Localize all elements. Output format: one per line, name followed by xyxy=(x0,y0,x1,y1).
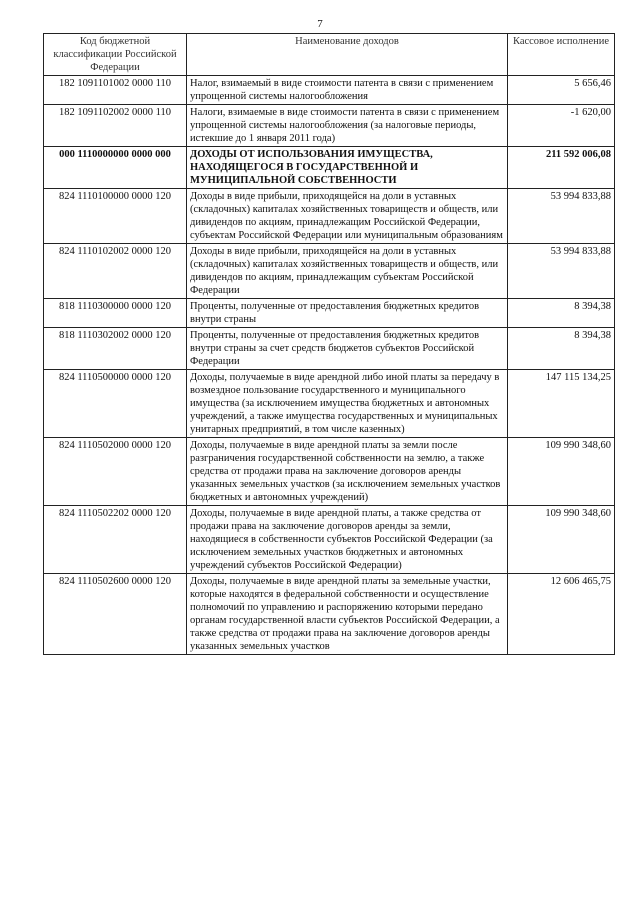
row-code: 818 1110300000 0000 120 xyxy=(44,299,187,328)
row-code: 824 1110102002 0000 120 xyxy=(44,244,187,299)
row-code: 824 1110502202 0000 120 xyxy=(44,506,187,574)
row-code: 824 1110502000 0000 120 xyxy=(44,438,187,506)
table-row xyxy=(44,189,615,244)
row-amount: 53 994 833,88 xyxy=(508,189,615,244)
row-name: ДОХОДЫ ОТ ИСПОЛЬЗОВАНИЯ ИМУЩЕСТВА, НАХОДЯЩЕГОСЯ В ГОСУДАРСТВЕННОЙ И МУНИЦИПАЛЬНОЙ СОБСТВЕННОСТИ xyxy=(187,147,508,189)
row-name: Налог, взимаемый в виде стоимости патента в связи с применением упрощенной системы налогообложения xyxy=(187,76,508,105)
row-amount: -1 620,00 xyxy=(508,105,615,147)
row-amount: 109 990 348,60 xyxy=(508,438,615,506)
table-row xyxy=(44,76,615,105)
row-amount: 5 656,46 xyxy=(508,76,615,105)
row-code: 818 1110302002 0000 120 xyxy=(44,328,187,370)
table-row xyxy=(44,244,615,299)
row-amount: 53 994 833,88 xyxy=(508,244,615,299)
header-name: Наименование доходов xyxy=(187,34,508,76)
row-code: 824 1110502600 0000 120 xyxy=(44,574,187,655)
row-amount: 109 990 348,60 xyxy=(508,506,615,574)
row-name: Проценты, полученные от предоставления бюджетных кредитов внутри страны xyxy=(187,299,508,328)
table-row xyxy=(44,574,615,655)
table-row xyxy=(44,105,615,147)
row-name: Доходы, получаемые в виде арендной платы, а также средства от продажи права на заключение договоров аренды за земли, находящиеся в собственности субъектов Российской Федерации (за исключением земельных участков бюджетных и автономных учреждений субъектов Российской Федерации) xyxy=(187,506,508,574)
table-row xyxy=(44,506,615,574)
row-code: 000 1110000000 0000 000 xyxy=(44,147,187,189)
row-name: Доходы в виде прибыли, приходящейся на доли в уставных (складочных) капиталах хозяйственных товариществ и обществ, или дивидендов по акциям, принадлежащим Российской Федерации, субъектам Российской Федерации или муниципальным образованиям xyxy=(187,189,508,244)
row-name: Проценты, полученные от предоставления бюджетных кредитов внутри страны за счет средств бюджетов субъектов Российской Федерации xyxy=(187,328,508,370)
row-code: 182 1091101002 0000 110 xyxy=(44,76,187,105)
header-amount: Кассовое исполнение xyxy=(508,34,615,76)
row-code: 824 1110100000 0000 120 xyxy=(44,189,187,244)
table-header-row xyxy=(44,34,615,76)
row-name: Доходы в виде прибыли, приходящейся на доли в уставных (складочных) капиталах хозяйственных товариществ и обществ, или дивидендов по акциям, принадлежащим субъектам Российской Федерации xyxy=(187,244,508,299)
table-row-section xyxy=(44,147,615,189)
row-name: Налоги, взимаемые в виде стоимости патента в связи с применением упрощенной системы налогообложения (за налоговые периоды, истекшие до 1 января 2011 года) xyxy=(187,105,508,147)
row-amount: 147 115 134,25 xyxy=(508,370,615,438)
row-name: Доходы, получаемые в виде арендной либо иной платы за передачу в возмездное пользование государственного и муниципального имущества (за исключением имущества бюджетных и автономных учреждений, а также имущества государственных и муниципальных унитарных предприятий, в том числе казенных) xyxy=(187,370,508,438)
row-name: Доходы, получаемые в виде арендной платы за земельные участки, которые находятся в федеральной собственности и осуществление полномочий по управлению и распоряжению которыми передано органам государственной власти субъектов Российской Федерации, а также средства от продажи права на заключение договоров аренды указанных земельных участков xyxy=(187,574,508,655)
row-code: 824 1110500000 0000 120 xyxy=(44,370,187,438)
header-code: Код бюджетной классификации Российской Федерации xyxy=(44,34,187,76)
table-row xyxy=(44,438,615,506)
table-row xyxy=(44,370,615,438)
row-amount: 8 394,38 xyxy=(508,299,615,328)
page-number: 7 xyxy=(317,18,323,30)
row-amount: 8 394,38 xyxy=(508,328,615,370)
table-row xyxy=(44,299,615,328)
row-amount: 211 592 006,08 xyxy=(508,147,615,189)
row-code: 182 1091102002 0000 110 xyxy=(44,105,187,147)
table-row xyxy=(44,328,615,370)
row-amount: 12 606 465,75 xyxy=(508,574,615,655)
row-name: Доходы, получаемые в виде арендной платы за земли после разграничения государственной собственности на землю, а также средства от продажи права на заключение договоров аренды указанных земельных участков (за исключением земельных участков бюджетных и автономных учреждений) xyxy=(187,438,508,506)
revenue-table xyxy=(43,33,615,655)
